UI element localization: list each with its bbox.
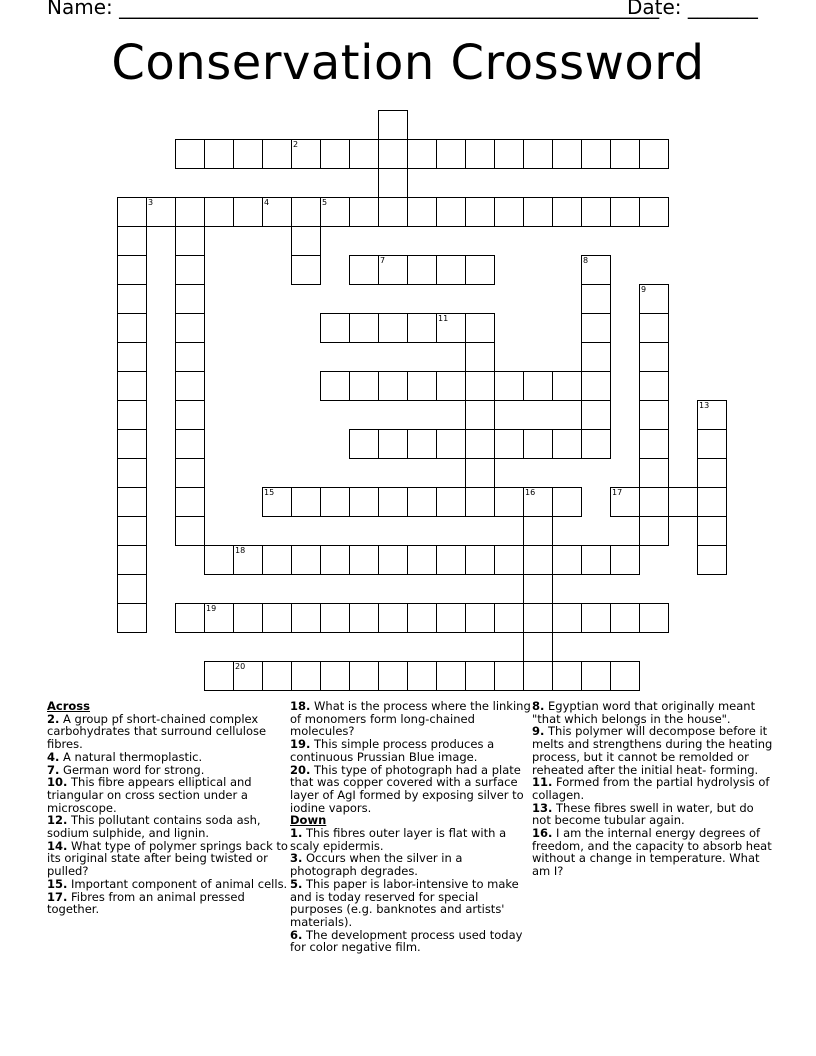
- grid-cell[interactable]: [494, 487, 524, 517]
- grid-cell[interactable]: [697, 429, 727, 459]
- grid-cell[interactable]: [436, 255, 466, 285]
- grid-cell[interactable]: [407, 197, 437, 227]
- clue-across-10: 10. This fibre appears elliptical and triangular on cross section under a microscope.: [47, 775, 252, 815]
- clue-down-16: 16. I am the internal energy degrees of freedom, and the capacity to absorb heat without a change in temperature. What am I?: [532, 826, 772, 879]
- grid-cell[interactable]: [349, 371, 379, 401]
- grid-cell[interactable]: [407, 313, 437, 343]
- grid-cell[interactable]: [262, 661, 292, 691]
- across-heading: Across: [47, 699, 90, 713]
- grid-cell[interactable]: [552, 661, 582, 691]
- grid-cell[interactable]: [291, 226, 321, 256]
- grid-cell[interactable]: [639, 487, 669, 517]
- grid-cell[interactable]: [436, 603, 466, 633]
- grid-cell[interactable]: [291, 603, 321, 633]
- grid-cell[interactable]: [610, 197, 640, 227]
- grid-cell[interactable]: [639, 603, 669, 633]
- grid-cell[interactable]: [407, 487, 437, 517]
- grid-cell[interactable]: [494, 661, 524, 691]
- grid-cell[interactable]: [552, 487, 582, 517]
- grid-cell[interactable]: [233, 545, 263, 575]
- clue-number: 3: [148, 198, 154, 207]
- grid-cell[interactable]: [233, 139, 263, 169]
- grid-cell[interactable]: [320, 603, 350, 633]
- grid-cell[interactable]: [175, 603, 205, 633]
- grid-cell[interactable]: [262, 139, 292, 169]
- grid-cell[interactable]: [320, 313, 350, 343]
- grid-cell[interactable]: [494, 197, 524, 227]
- grid-cell[interactable]: [465, 342, 495, 372]
- grid-cell[interactable]: [581, 429, 611, 459]
- grid-cell[interactable]: [494, 139, 524, 169]
- grid-cell[interactable]: [581, 313, 611, 343]
- grid-cell[interactable]: [146, 197, 176, 227]
- grid-cell[interactable]: [581, 371, 611, 401]
- grid-cell[interactable]: [378, 487, 408, 517]
- grid-cell[interactable]: [117, 255, 147, 285]
- grid-cell[interactable]: [378, 168, 408, 198]
- grid-cell[interactable]: [436, 313, 466, 343]
- grid-cell[interactable]: [436, 197, 466, 227]
- grid-cell[interactable]: [407, 139, 437, 169]
- grid-cell[interactable]: [291, 139, 321, 169]
- grid-cell[interactable]: [581, 255, 611, 285]
- grid-cell[interactable]: [204, 139, 234, 169]
- grid-cell[interactable]: [320, 545, 350, 575]
- clue-number: 2: [293, 140, 299, 149]
- clue-across-7: 7. German word for strong.: [47, 762, 205, 777]
- grid-cell[interactable]: [465, 661, 495, 691]
- grid-cell[interactable]: [552, 139, 582, 169]
- grid-cell[interactable]: [639, 458, 669, 488]
- grid-cell[interactable]: [262, 197, 292, 227]
- grid-cell[interactable]: [436, 429, 466, 459]
- grid-cell[interactable]: [523, 371, 553, 401]
- grid-cell[interactable]: [117, 342, 147, 372]
- grid-cell[interactable]: [378, 139, 408, 169]
- grid-cell[interactable]: [233, 603, 263, 633]
- grid-cell[interactable]: [320, 487, 350, 517]
- grid-cell[interactable]: [697, 487, 727, 517]
- grid-cell[interactable]: [436, 139, 466, 169]
- grid-cell[interactable]: [581, 284, 611, 314]
- clue-number: 8: [583, 256, 589, 265]
- grid-cell[interactable]: [639, 371, 669, 401]
- grid-cell[interactable]: [465, 255, 495, 285]
- grid-cell[interactable]: [610, 545, 640, 575]
- grid-cell[interactable]: [291, 487, 321, 517]
- grid-cell[interactable]: [494, 371, 524, 401]
- grid-cell[interactable]: [117, 284, 147, 314]
- grid-cell[interactable]: [378, 197, 408, 227]
- grid-cell[interactable]: [378, 661, 408, 691]
- grid-cell[interactable]: [320, 139, 350, 169]
- clue-across-14: 14. What type of polymer springs back to its original state after being twisted or pulled?: [47, 838, 288, 879]
- grid-cell[interactable]: [117, 226, 147, 256]
- grid-cell[interactable]: [349, 661, 379, 691]
- grid-cell[interactable]: [639, 342, 669, 372]
- grid-cell[interactable]: [320, 661, 350, 691]
- grid-cell[interactable]: [436, 487, 466, 517]
- grid-cell[interactable]: [378, 313, 408, 343]
- grid-cell[interactable]: [175, 458, 205, 488]
- clue-number: 19: [206, 604, 217, 613]
- grid-cell[interactable]: [117, 487, 147, 517]
- grid-cell[interactable]: [639, 429, 669, 459]
- clue-number: 7: [380, 256, 386, 265]
- grid-cell[interactable]: [639, 284, 669, 314]
- grid-cell[interactable]: [436, 545, 466, 575]
- grid-cell[interactable]: [523, 574, 553, 604]
- grid-cell[interactable]: [262, 545, 292, 575]
- grid-cell[interactable]: [407, 603, 437, 633]
- grid-cell[interactable]: [523, 429, 553, 459]
- clue-number: 13: [699, 401, 710, 410]
- grid-cell[interactable]: [494, 545, 524, 575]
- grid-cell[interactable]: [465, 545, 495, 575]
- grid-cell[interactable]: [639, 516, 669, 546]
- grid-cell[interactable]: [407, 255, 437, 285]
- grid-cell[interactable]: [378, 371, 408, 401]
- date-field[interactable]: Date: _______: [627, 0, 758, 19]
- grid-cell[interactable]: [320, 371, 350, 401]
- grid-cell[interactable]: [552, 429, 582, 459]
- grid-cell[interactable]: [291, 545, 321, 575]
- grid-cell[interactable]: [436, 661, 466, 691]
- grid-cell[interactable]: [407, 429, 437, 459]
- grid-cell[interactable]: [407, 661, 437, 691]
- clue-number: 9: [641, 285, 647, 294]
- grid-cell[interactable]: [610, 603, 640, 633]
- grid-cell[interactable]: [378, 255, 408, 285]
- clue-across-12: 12. This pollutant contains soda ash, sodium sulphide, and lignin.: [47, 813, 261, 841]
- clues-column-2: [290, 700, 532, 954]
- page-title: Conservation Crossword: [111, 35, 705, 91]
- clue-down-6: 6. The development process used today for color negative film.: [290, 927, 523, 955]
- grid-cell[interactable]: [175, 516, 205, 546]
- grid-cell[interactable]: [581, 603, 611, 633]
- grid-cell[interactable]: [523, 632, 553, 662]
- grid-cell[interactable]: [349, 603, 379, 633]
- grid-cell[interactable]: [117, 400, 147, 430]
- grid-cell[interactable]: [523, 545, 553, 575]
- grid-cell[interactable]: [581, 545, 611, 575]
- grid-cell[interactable]: [291, 661, 321, 691]
- grid-cell[interactable]: [610, 487, 640, 517]
- clue-down-13: 13. These fibres swell in water, but do not become tubular again.: [532, 800, 754, 828]
- grid-cell[interactable]: [117, 545, 147, 575]
- grid-cell[interactable]: [552, 545, 582, 575]
- grid-cell[interactable]: [175, 255, 205, 285]
- grid-cell[interactable]: [465, 603, 495, 633]
- grid-cell[interactable]: [581, 342, 611, 372]
- grid-cell[interactable]: [552, 603, 582, 633]
- clue-across-18: 18. What is the process where the linking of monomers form long-chained molecules?: [290, 699, 531, 739]
- grid-cell[interactable]: [407, 545, 437, 575]
- grid-cell[interactable]: [117, 516, 147, 546]
- grid-cell[interactable]: [523, 487, 553, 517]
- clue-across-20: 20. This type of photograph had a plate that was copper covered with a surface layer of AgI formed by exposing silver to iodine vapors.: [290, 762, 524, 815]
- grid-cell[interactable]: [523, 661, 553, 691]
- grid-cell[interactable]: [436, 371, 466, 401]
- grid-cell[interactable]: [378, 110, 408, 140]
- grid-cell[interactable]: [697, 458, 727, 488]
- grid-cell[interactable]: [262, 603, 292, 633]
- grid-cell[interactable]: [494, 603, 524, 633]
- grid-cell[interactable]: [175, 284, 205, 314]
- down-heading: Down: [290, 813, 327, 828]
- grid-cell[interactable]: [175, 197, 205, 227]
- grid-cell[interactable]: [378, 603, 408, 633]
- grid-cell[interactable]: [668, 487, 698, 517]
- grid-cell[interactable]: [117, 313, 147, 343]
- grid-cell[interactable]: [320, 197, 350, 227]
- grid-cell[interactable]: [117, 371, 147, 401]
- grid-cell[interactable]: [175, 342, 205, 372]
- grid-cell[interactable]: [697, 400, 727, 430]
- grid-cell[interactable]: [291, 197, 321, 227]
- grid-cell[interactable]: [552, 371, 582, 401]
- name-field[interactable]: Name: ______________________________________________________: [47, 0, 660, 19]
- clue-down-8: 8. Egyptian word that originally meant "that which belongs in the house".: [532, 699, 756, 726]
- grid-cell[interactable]: [204, 197, 234, 227]
- grid-cell[interactable]: [117, 197, 147, 227]
- grid-cell[interactable]: [523, 603, 553, 633]
- clues-column-3: [532, 700, 774, 878]
- grid-cell[interactable]: [378, 429, 408, 459]
- grid-cell[interactable]: [175, 371, 205, 401]
- grid-cell[interactable]: [175, 139, 205, 169]
- grid-cell[interactable]: [233, 661, 263, 691]
- clue-number: 4: [264, 198, 270, 207]
- grid-cell[interactable]: [697, 545, 727, 575]
- grid-cell[interactable]: [465, 458, 495, 488]
- clue-number: 16: [525, 488, 536, 497]
- grid-cell[interactable]: [639, 197, 669, 227]
- grid-cell[interactable]: [697, 516, 727, 546]
- grid-cell[interactable]: [175, 226, 205, 256]
- clue-number: 18: [235, 546, 246, 555]
- grid-cell[interactable]: [349, 197, 379, 227]
- grid-cell[interactable]: [378, 545, 408, 575]
- grid-cell[interactable]: [117, 429, 147, 459]
- grid-cell[interactable]: [523, 516, 553, 546]
- clue-down-1: 1. This fibres outer layer is flat with a scaly epidermis.: [290, 826, 507, 853]
- clue-number: 11: [438, 314, 449, 323]
- grid-cell[interactable]: [349, 429, 379, 459]
- clue-number: 5: [322, 198, 328, 207]
- grid-cell[interactable]: [465, 400, 495, 430]
- grid-cell[interactable]: [465, 371, 495, 401]
- clue-number: 15: [264, 488, 275, 497]
- clue-across-15: 15. Important component of animal cells.: [47, 876, 288, 891]
- clue-number: 17: [612, 488, 623, 497]
- grid-cell[interactable]: [581, 661, 611, 691]
- grid-cell[interactable]: [175, 487, 205, 517]
- grid-cell[interactable]: [349, 545, 379, 575]
- grid-cell[interactable]: [117, 603, 147, 633]
- clue-across-19: 19. This simple process produces a continuous Prussian Blue image.: [290, 737, 495, 764]
- clue-down-9: 9. This polymer will decompose before it melts and strengthens during the heating process, but it cannot be remolded or reheated after the initial heat- forming.: [532, 724, 773, 777]
- grid-cell[interactable]: [639, 139, 669, 169]
- grid-cell[interactable]: [523, 197, 553, 227]
- grid-cell[interactable]: [581, 400, 611, 430]
- grid-cell[interactable]: [465, 487, 495, 517]
- grid-cell[interactable]: [233, 197, 263, 227]
- clue-across-17: 17. Fibres from an animal pressed together.: [47, 889, 245, 917]
- clue-across-2: 2. A group pf short-chained complex carbohydrates that surround cellulose fibres.: [47, 711, 267, 752]
- grid-cell[interactable]: [639, 313, 669, 343]
- grid-cell[interactable]: [639, 400, 669, 430]
- grid-cell[interactable]: [349, 313, 379, 343]
- grid-cell[interactable]: [581, 139, 611, 169]
- clue-down-11: 11. Formed from the partial hydrolysis of collagen.: [532, 775, 770, 802]
- grid-cell[interactable]: [204, 603, 234, 633]
- grid-cell[interactable]: [407, 371, 437, 401]
- grid-cell[interactable]: [552, 197, 582, 227]
- grid-cell[interactable]: [204, 661, 234, 691]
- grid-cell[interactable]: [349, 255, 379, 285]
- grid-cell[interactable]: [291, 255, 321, 285]
- grid-cell[interactable]: [349, 139, 379, 169]
- grid-cell[interactable]: [262, 487, 292, 517]
- clue-across-4: 4. A natural thermoplastic.: [47, 749, 203, 764]
- grid-cell[interactable]: [175, 429, 205, 459]
- grid-cell[interactable]: [175, 400, 205, 430]
- grid-cell[interactable]: [465, 197, 495, 227]
- grid-cell[interactable]: [494, 429, 524, 459]
- grid-cell[interactable]: [117, 458, 147, 488]
- grid-cell[interactable]: [610, 139, 640, 169]
- grid-cell[interactable]: [204, 545, 234, 575]
- clue-down-3: 3. Occurs when the silver in a photograph degrades.: [290, 851, 463, 879]
- grid-cell[interactable]: [465, 313, 495, 343]
- grid-cell[interactable]: [175, 313, 205, 343]
- grid-cell[interactable]: [465, 429, 495, 459]
- clue-number: 20: [235, 662, 246, 671]
- grid-cell[interactable]: [581, 197, 611, 227]
- clue-down-5: 5. This paper is labor-intensive to make and is today reserved for special purposes (e.g. banknotes and artists' materials).: [290, 876, 519, 929]
- grid-cell[interactable]: [465, 139, 495, 169]
- grid-cell[interactable]: [117, 574, 147, 604]
- clues-column-1: [47, 700, 289, 916]
- grid-cell[interactable]: [610, 661, 640, 691]
- grid-cell[interactable]: [349, 487, 379, 517]
- grid-cell[interactable]: [523, 139, 553, 169]
